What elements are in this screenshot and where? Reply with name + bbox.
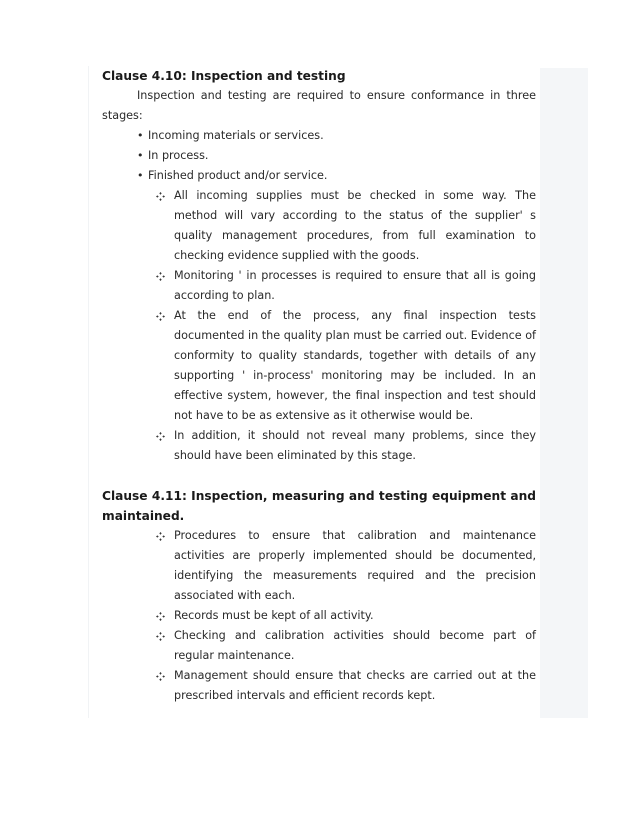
stage-item-label: Incoming materials or services. bbox=[148, 129, 324, 142]
four-diamond-bullet-icon bbox=[156, 312, 165, 321]
document-content bbox=[102, 66, 536, 706]
stage-item-incoming bbox=[137, 126, 536, 146]
point-item bbox=[156, 666, 536, 706]
point-text: Management should ensure that checks are carried out at the prescribed intervals and efficient records kept. bbox=[174, 669, 536, 702]
four-diamond-bullet-icon bbox=[156, 632, 165, 641]
clause-4-10-heading: Clause 4.10: Inspection and testing bbox=[102, 69, 346, 83]
stage-item-label: In process. bbox=[148, 149, 209, 162]
bullet-icon: • bbox=[137, 169, 144, 182]
clause-4-11-points bbox=[102, 526, 536, 706]
four-diamond-bullet-icon bbox=[156, 532, 165, 541]
four-diamond-bullet-icon bbox=[156, 672, 165, 681]
stage-item-label: Finished product and/or service. bbox=[148, 169, 328, 182]
four-diamond-bullet-icon bbox=[156, 432, 165, 441]
right-margin-strip bbox=[540, 68, 588, 718]
clause-4-10-intro: Inspection and testing are required to ensure conformance in three stages: bbox=[102, 89, 536, 122]
clause-4-10-points bbox=[102, 186, 536, 466]
point-item bbox=[156, 266, 536, 306]
stage-item-in-process bbox=[137, 146, 536, 166]
point-item bbox=[156, 426, 536, 466]
bullet-icon: • bbox=[137, 129, 144, 142]
four-diamond-bullet-icon bbox=[156, 272, 165, 281]
point-text: At the end of the process, any final inspection tests documented in the quality plan must be carried out. Evidence of conformity to quality standards, together with details of any supporting ' in-process' monitoring may be included. In an effective system, however, the final inspection and test should not have to be as extensive as it otherwise would be. bbox=[174, 309, 536, 422]
point-text: In addition, it should not reveal many problems, since they should have been eliminated by this stage. bbox=[174, 429, 536, 462]
point-item bbox=[156, 306, 536, 426]
point-text: Procedures to ensure that calibration and maintenance activities are properly implemented should be documented, identifying the measurements required and the precision associated with each. bbox=[174, 529, 536, 602]
stage-item-finished bbox=[137, 166, 536, 186]
point-item bbox=[156, 186, 536, 266]
point-item bbox=[156, 606, 536, 626]
point-text: Checking and calibration activities should become part of regular maintenance. bbox=[174, 629, 536, 662]
clause-4-11-heading: Clause 4.11: Inspection, measuring and testing equipment and maintained. bbox=[102, 489, 536, 523]
four-diamond-bullet-icon bbox=[156, 192, 165, 201]
point-text: All incoming supplies must be checked in some way. The method will vary according to the status of the supplier' s quality management procedures, from full examination to checking evidence supplied with the goods. bbox=[174, 189, 536, 262]
four-diamond-bullet-icon bbox=[156, 612, 165, 621]
stage-list bbox=[102, 126, 536, 186]
point-item bbox=[156, 626, 536, 666]
point-text: Records must be kept of all activity. bbox=[174, 609, 374, 622]
bullet-icon: • bbox=[137, 149, 144, 162]
point-text: Monitoring ' in processes is required to ensure that all is going according to plan. bbox=[174, 269, 536, 302]
point-item bbox=[156, 526, 536, 606]
